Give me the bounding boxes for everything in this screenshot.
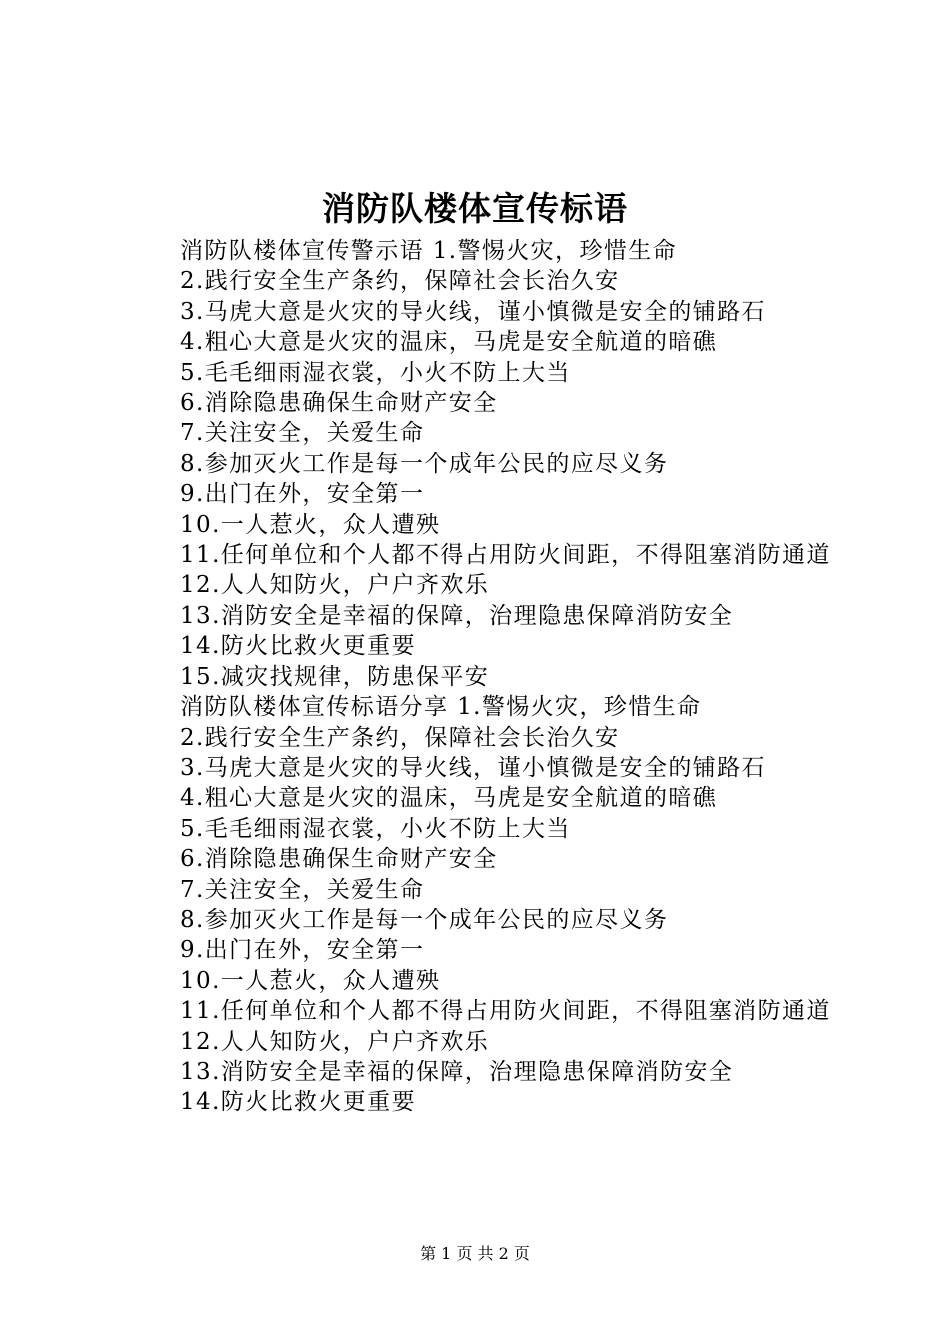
- paragraph: 4.粗心大意是火灾的温床，马虎是安全航道的暗礁: [180, 329, 718, 356]
- paragraph: 6.消除隐患确保生命财产安全: [180, 390, 498, 417]
- paragraph: 12.人人知防火，户户齐欢乐: [180, 572, 490, 599]
- paragraph: 7.关注安全，关爱生命: [180, 876, 425, 903]
- document-body: [129, 236, 835, 1118]
- paragraph: 12.人人知防火，户户齐欢乐: [180, 1028, 490, 1055]
- paragraph: 15.减灾找规律，防患保平安: [180, 663, 490, 690]
- document-title: 消防队楼体宣传标语: [322, 189, 628, 228]
- paragraph: 13.消防安全是幸福的保障，治理隐患保障消防安全: [180, 602, 734, 629]
- paragraph: 2.践行安全生产条约，保障社会长治久安: [180, 268, 620, 295]
- paragraph: 8.参加灭火工作是每一个成年公民的应尽义务: [180, 906, 669, 933]
- paragraph: 5.毛毛细雨湿衣裳，小火不防上大当: [180, 359, 571, 386]
- paragraph: 14.防火比救火更重要: [180, 1089, 416, 1116]
- paragraph: 11.任何单位和个人都不得占用防火间距，不得阻塞消防通道: [180, 542, 831, 569]
- paragraph: 14.防火比救火更重要: [180, 633, 416, 660]
- paragraph: 5.毛毛细雨湿衣裳，小火不防上大当: [180, 815, 571, 842]
- paragraph: 消防队楼体宣传标语分享 1.警惕火灾，珍惜生命: [180, 694, 702, 721]
- paragraph: 3.马虎大意是火灾的导火线，谨小慎微是安全的铺路石: [180, 754, 766, 781]
- paragraph: 9.出门在外，安全第一: [180, 481, 425, 508]
- paragraph: 6.消除隐患确保生命财产安全: [180, 846, 498, 873]
- paragraph: 10.一人惹火，众人遭殃: [180, 967, 441, 994]
- paragraph: 13.消防安全是幸福的保障，治理隐患保障消防安全: [180, 1058, 734, 1085]
- page-footer: 第 1 页 共 2 页: [420, 1244, 530, 1263]
- paragraph: 3.马虎大意是火灾的导火线，谨小慎微是安全的铺路石: [180, 298, 766, 325]
- paragraph: 消防队楼体宣传警示语 1.警惕火灾，珍惜生命: [180, 238, 678, 264]
- paragraph: 11.任何单位和个人都不得占用防火间距，不得阻塞消防通道: [180, 998, 831, 1025]
- paragraph: 10.一人惹火，众人遭殃: [180, 511, 441, 538]
- paragraph: 4.粗心大意是火灾的温床，马虎是安全航道的暗礁: [180, 785, 718, 812]
- paragraph: 2.践行安全生产条约，保障社会长治久安: [180, 724, 620, 751]
- paragraph: 9.出门在外，安全第一: [180, 937, 425, 964]
- paragraph: 7.关注安全，关爱生命: [180, 420, 425, 447]
- paragraph: 8.参加灭火工作是每一个成年公民的应尽义务: [180, 450, 669, 477]
